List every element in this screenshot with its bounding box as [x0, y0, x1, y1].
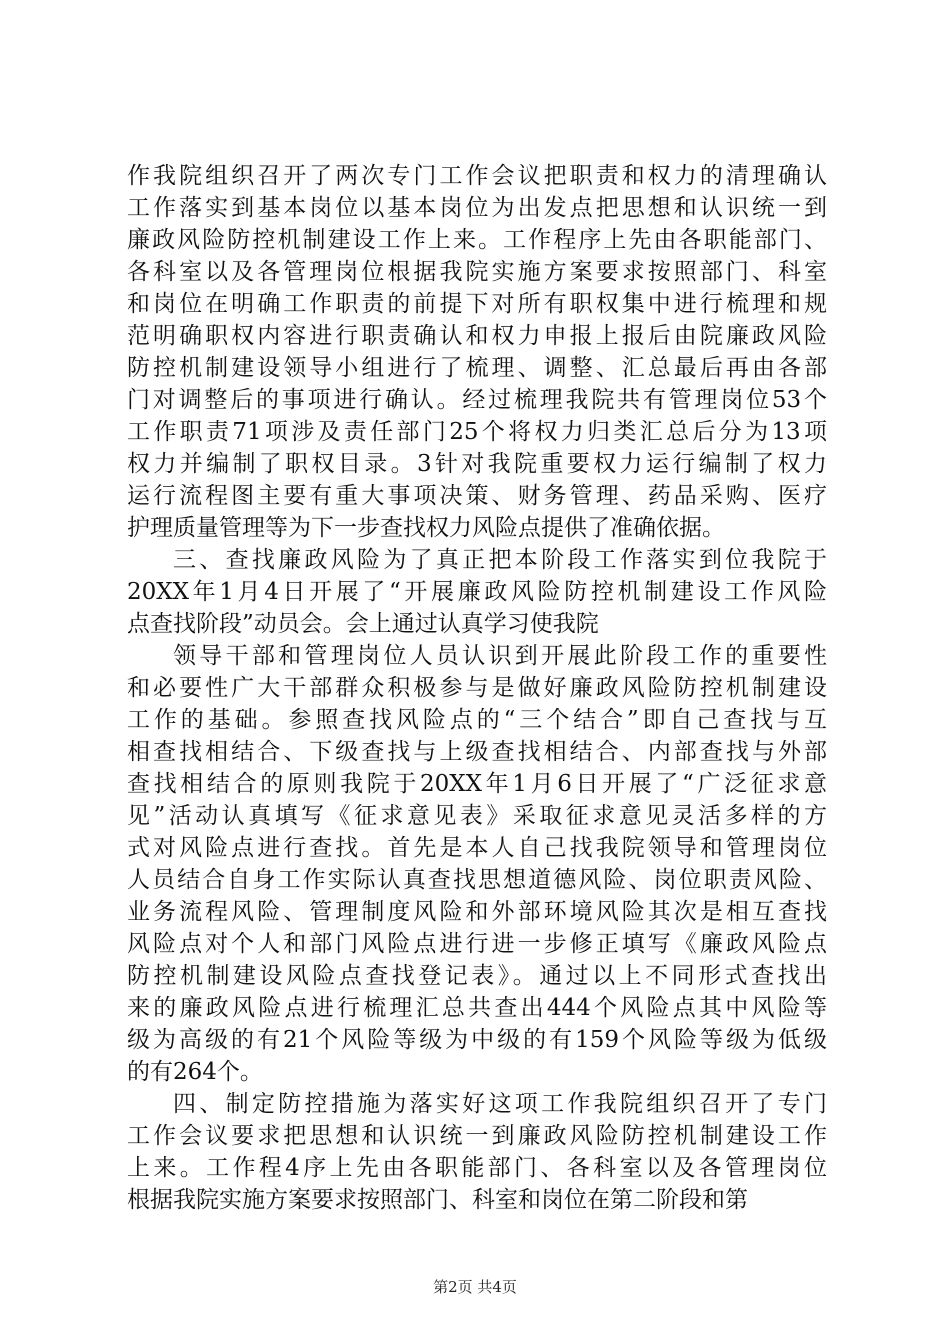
text-line: 和必要性广大干部群众积极参与是做好廉政风险防控机制建设 [127, 675, 827, 701]
text-line: 点查找阶段”动员会。会上通过认真学习使我院 [127, 611, 599, 637]
text-line: 人员结合自身工作实际认真查找思想道德风险、岗位职责风险、 [127, 867, 827, 893]
text-line: 工作落实到基本岗位以基本岗位为出发点把思想和认识统一到 [127, 195, 827, 221]
text-line: 护理质量管理等为下一步查找权力风险点提供了准确依据。 [127, 515, 725, 541]
text-line: 权力并编制了职权目录。3针对我院重要权力运行编制了权力 [127, 451, 827, 477]
text-line: 防控机制建设风险点查找登记表》。通过以上不同形式查找出 [127, 963, 827, 989]
text-line: 作我院组织召开了两次专门工作会议把职责和权力的清理确认 [127, 163, 827, 189]
text-line: 的有264个。 [127, 1059, 263, 1085]
text-line: 各科室以及各管理岗位根据我院实施方案要求按照部门、科室 [127, 259, 827, 285]
text-line: 式对风险点进行查找。首先是本人自己找我院领导和管理岗位 [127, 835, 827, 861]
text-line: 四、制定防控措施为落实好这项工作我院组织召开了专门 [173, 1091, 827, 1117]
text-line: 三、查找廉政风险为了真正把本阶段工作落实到位我院于 [173, 547, 827, 573]
text-line: 门对调整后的事项进行确认。经过梳理我院共有管理岗位53个 [127, 387, 827, 413]
text-line: 防控机制建设领导小组进行了梳理、调整、汇总最后再由各部 [127, 355, 827, 381]
text-line: 见”活动认真填写《征求意见表》采取征求意见灵活多样的方 [127, 803, 827, 829]
text-line: 和岗位在明确工作职责的前提下对所有职权集中进行梳理和规 [127, 291, 827, 317]
paragraph [127, 1088, 827, 1216]
text-line: 来的廉政风险点进行梳理汇总共查出444个风险点其中风险等 [127, 995, 827, 1021]
text-line: 查找相结合的原则我院于20XX年1月6日开展了“广泛征求意 [127, 771, 827, 797]
text-line: 级为高级的有21个风险等级为中级的有159个风险等级为低级 [127, 1027, 827, 1053]
text-line: 范明确职权内容进行职责确认和权力申报上报后由院廉政风险 [127, 323, 827, 349]
text-line: 20XX年1月4日开展了“开展廉政风险防控机制建设工作风险 [127, 579, 827, 605]
text-line: 运行流程图主要有重大事项决策、财务管理、药品采购、医疗 [127, 483, 827, 509]
text-line: 业务流程风险、管理制度风险和外部环境风险其次是相互查找 [127, 899, 827, 925]
text-line: 工作会议要求把思想和认识统一到廉政风险防控机制建设工作 [127, 1123, 827, 1149]
paragraph [127, 640, 827, 1088]
page-footer: 第2页 共4页 [433, 1278, 517, 1296]
text-line: 上来。工作程4序上先由各职能部门、各科室以及各管理岗位 [127, 1155, 827, 1181]
text-line: 工作的基础。参照查找风险点的“三个结合”即自己查找与互 [127, 707, 827, 733]
text-line: 工作职责71项涉及责任部门25个将权力归类汇总后分为13项 [127, 419, 827, 445]
text-line: 廉政风险防控机制建设工作上来。工作程序上先由各职能部门、 [127, 227, 827, 253]
text-line: 领导干部和管理岗位人员认识到开展此阶段工作的重要性 [173, 643, 827, 669]
document-body [127, 160, 827, 1216]
text-line: 风险点对个人和部门风险点进行进一步修正填写《廉政风险点 [127, 931, 827, 957]
text-line: 根据我院实施方案要求按照部门、科室和岗位在第二阶段和第 [127, 1187, 748, 1213]
text-line: 相查找相结合、下级查找与上级查找相结合、内部查找与外部 [127, 739, 827, 765]
paragraph [127, 544, 827, 640]
paragraph [127, 160, 827, 544]
